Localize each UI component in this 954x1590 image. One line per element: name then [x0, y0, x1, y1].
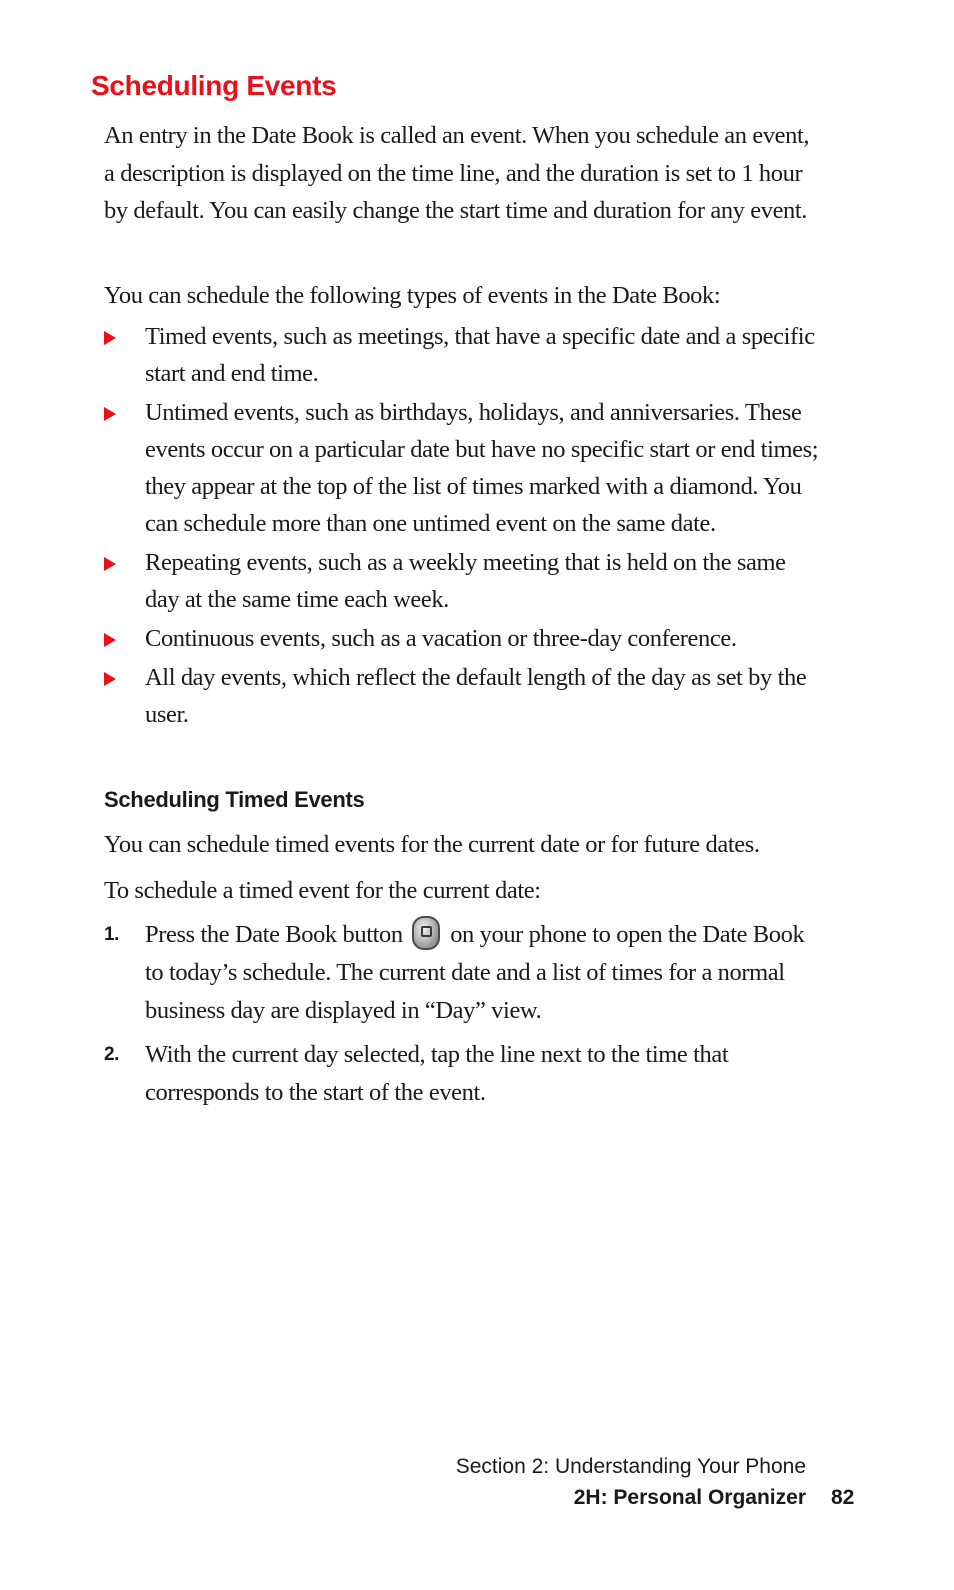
list-item-text: Continuous events, such as a vacation or three-day conference.: [145, 625, 737, 652]
list-item-text: Timed events, such as meetings, that have a specific date and a specific start and end time.: [145, 323, 815, 387]
section-title: Scheduling Events: [91, 70, 337, 101]
intro-paragraph: An entry in the Date Book is called an event. When you schedule an event, a description is displayed on the time line, and the duration is set to 1 hour by default. You can easily change the start time and duration for any event.: [104, 122, 810, 224]
step-item: [104, 916, 824, 1030]
timed-events-paragraph: You can schedule timed events for the current date or for future dates.: [104, 831, 760, 858]
list-item: [104, 394, 824, 542]
step-number: 2.: [104, 1044, 120, 1065]
types-intro-paragraph: You can schedule the following types of events in the Date Book:: [104, 282, 721, 309]
footer-chapter-label: 2H: Personal Organizer: [573, 1486, 806, 1509]
step-number: 1.: [104, 924, 120, 945]
current-date-intro-paragraph: To schedule a timed event for the current date:: [104, 877, 541, 904]
red-triangle-bullet-icon: [104, 672, 116, 686]
step-item: [104, 1036, 824, 1112]
red-triangle-bullet-icon: [104, 407, 116, 421]
footer-section-label: Section 2: Understanding Your Phone: [455, 1455, 806, 1478]
red-triangle-bullet-icon: [104, 331, 116, 345]
list-item: [104, 659, 824, 733]
step-text-after-icon: on your phone to open the Date Book to today’s schedule. The current date and a list of times for a normal business day are displayed in “Day” view.: [145, 921, 805, 1024]
list-item-text: All day events, which reflect the default length of the day as set by the user.: [145, 664, 807, 728]
red-triangle-bullet-icon: [104, 633, 116, 647]
page-number: 82: [831, 1486, 855, 1509]
steps-list: [104, 916, 824, 1118]
date-book-button-icon: [412, 916, 440, 950]
list-item: [104, 620, 824, 657]
step-text-before-icon: Press the Date Book button: [145, 921, 403, 948]
list-item-text: Repeating events, such as a weekly meeting that is held on the same day at the same time each week.: [145, 549, 786, 613]
list-item-text: Untimed events, such as birthdays, holidays, and anniversaries. These events occur on a particular date but have no specific start or end times; they appear at the top of the list of times marked with a diamond. You can schedule more than one untimed event on the same date.: [145, 399, 819, 537]
list-item: [104, 544, 824, 618]
step-text: With the current day selected, tap the line next to the time that corresponds to the start of the event.: [145, 1041, 729, 1106]
list-item: [104, 318, 824, 392]
event-types-list: [104, 318, 824, 735]
subheading: Scheduling Timed Events: [104, 787, 365, 812]
red-triangle-bullet-icon: [104, 557, 116, 571]
